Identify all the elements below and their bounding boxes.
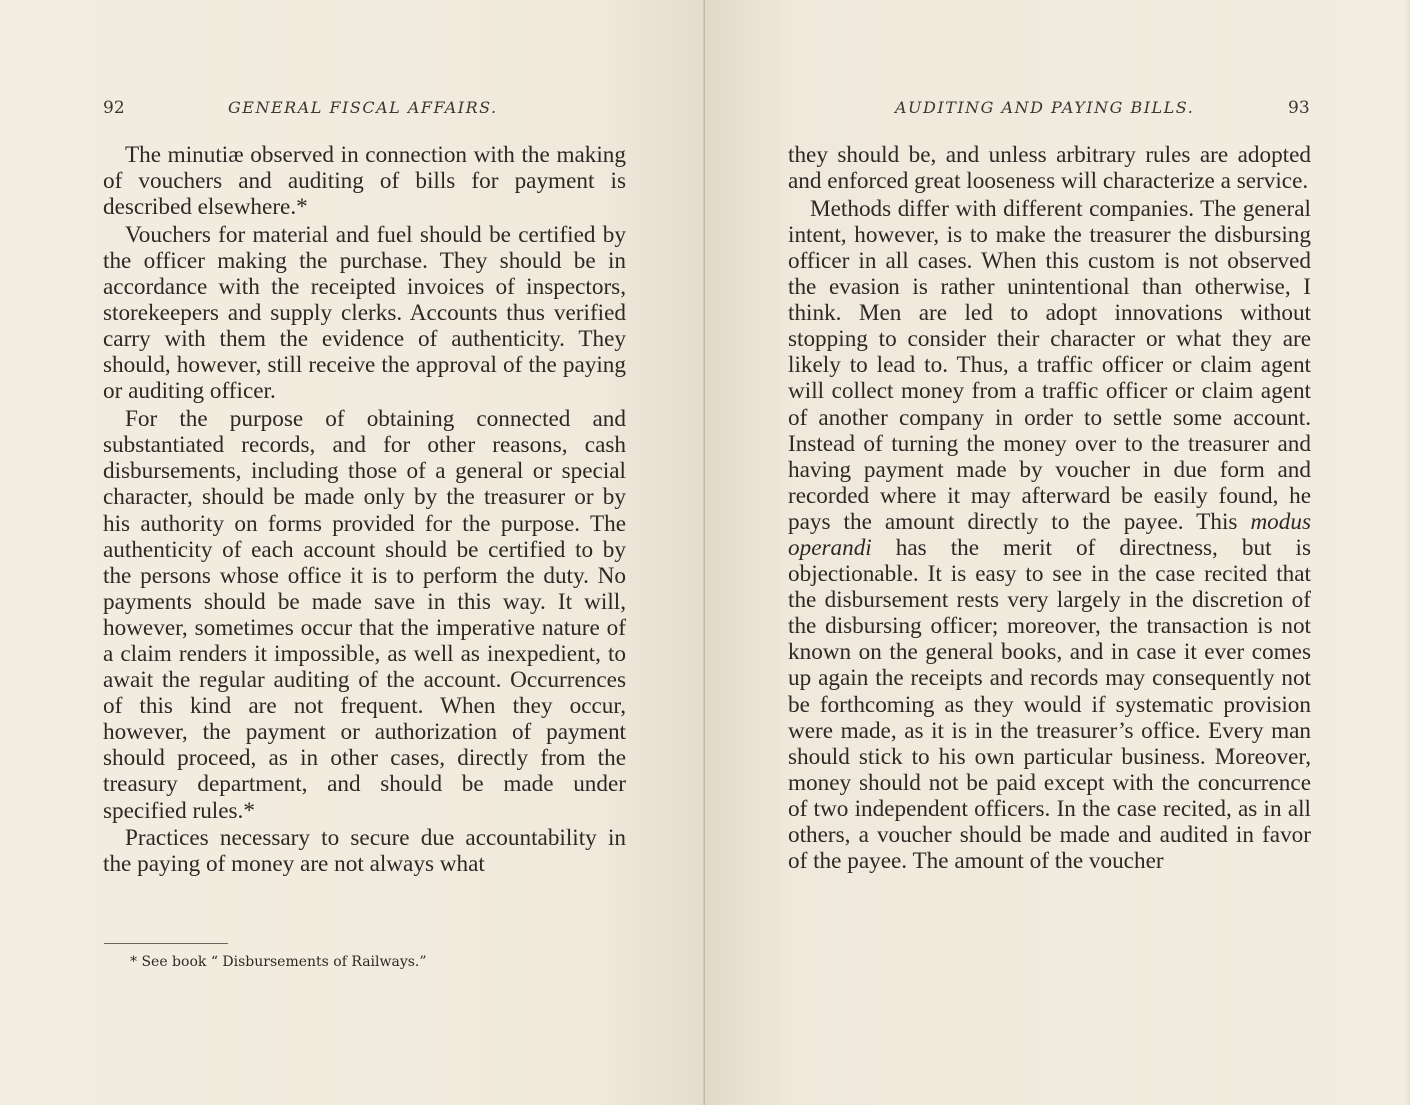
page-number: 93 xyxy=(1288,98,1310,118)
right-page xyxy=(705,0,1410,1105)
paragraph: Practices necessary to secure due accountability in the paying of money are not always what xyxy=(103,825,626,878)
footnote-rule xyxy=(104,943,228,944)
paragraph: Vouchers for material and fuel should be certified by the officer making the purchase. They should be in accordance with the receipted invoices of inspectors, storekeepers and supply clerks. Accounts thus verified carry with them the evidence of authenticity. They should, however, still receive the approval of the paying or auditing officer. xyxy=(103,221,626,405)
left-body-text xyxy=(103,142,626,879)
italic-phrase: modus operandi xyxy=(788,508,1311,561)
text-run: has the merit of directness, but is objectionable. It is easy to see in the case recited that the disbursement rests very largely in the discretion of the disbursing officer; moreover, the transaction is not known on the general books, and in case it ever comes up again the receipts and records may consequently not be forthcoming as they would if systematic provision were made, as it is in the treasurer’s office. Every man should stick to his own particular business. Moreover, money should not be paid except with the concurrence of two independent officers. In the case recited, as in all others, a voucher should be made and audited in favor of the payee. The amount of the voucher xyxy=(788,535,1311,875)
paragraph xyxy=(788,196,1311,874)
running-head: AUDITING AND PAYING BILLS. xyxy=(895,98,1195,117)
text-run: Methods differ with different companies. The general intent, however, is to make the treasurer the disbursing officer in all cases. When this custom is not observed the evasion is rather unintentional than otherwise, I think. Men are led to adopt innovations without stopping to consider their character or what they are likely to lead to. Thus, a traffic officer or claim agent will collect money from a traffic officer or claim agent of another company in order to settle some account. Instead of turning the money over to the treasurer and having payment made by voucher in due form and recorded where it may afterward be easily found, he pays the amount directly to the payee. This xyxy=(788,195,1311,535)
running-head: GENERAL FISCAL AFFAIRS. xyxy=(228,98,498,117)
footnote: * See book “ Disbursements of Railways.” xyxy=(130,954,427,970)
page-edge xyxy=(1404,0,1410,1105)
paragraph: they should be, and unless arbitrary rules are adopted and enforced great looseness will characterize a service. xyxy=(788,142,1311,195)
page-number: 92 xyxy=(103,98,125,118)
paragraph: The minutiæ observed in connection with the making of vouchers and auditing of bills for payment is described elsewhere.* xyxy=(103,142,626,221)
paragraph: For the purpose of obtaining connected and substantiated records, and for other reasons, cash disbursements, including those of a general or special character, should be made only by the treasurer or by his authority on forms provided for the purpose. The authenticity of each account should be certified to by the persons whose office it is to perform the duty. No payments should be made save in this way. It will, however, sometimes occur that the imperative nature of a claim renders it impossible, as well as inexpedient, to await the regular auditing of the account. Occurrences of this kind are not frequent. When they occur, however, the payment or authorization of payment should proceed, as in other cases, directly from the treasury department, and should be made under specified rules.* xyxy=(103,406,626,824)
right-body-text xyxy=(788,142,1311,876)
